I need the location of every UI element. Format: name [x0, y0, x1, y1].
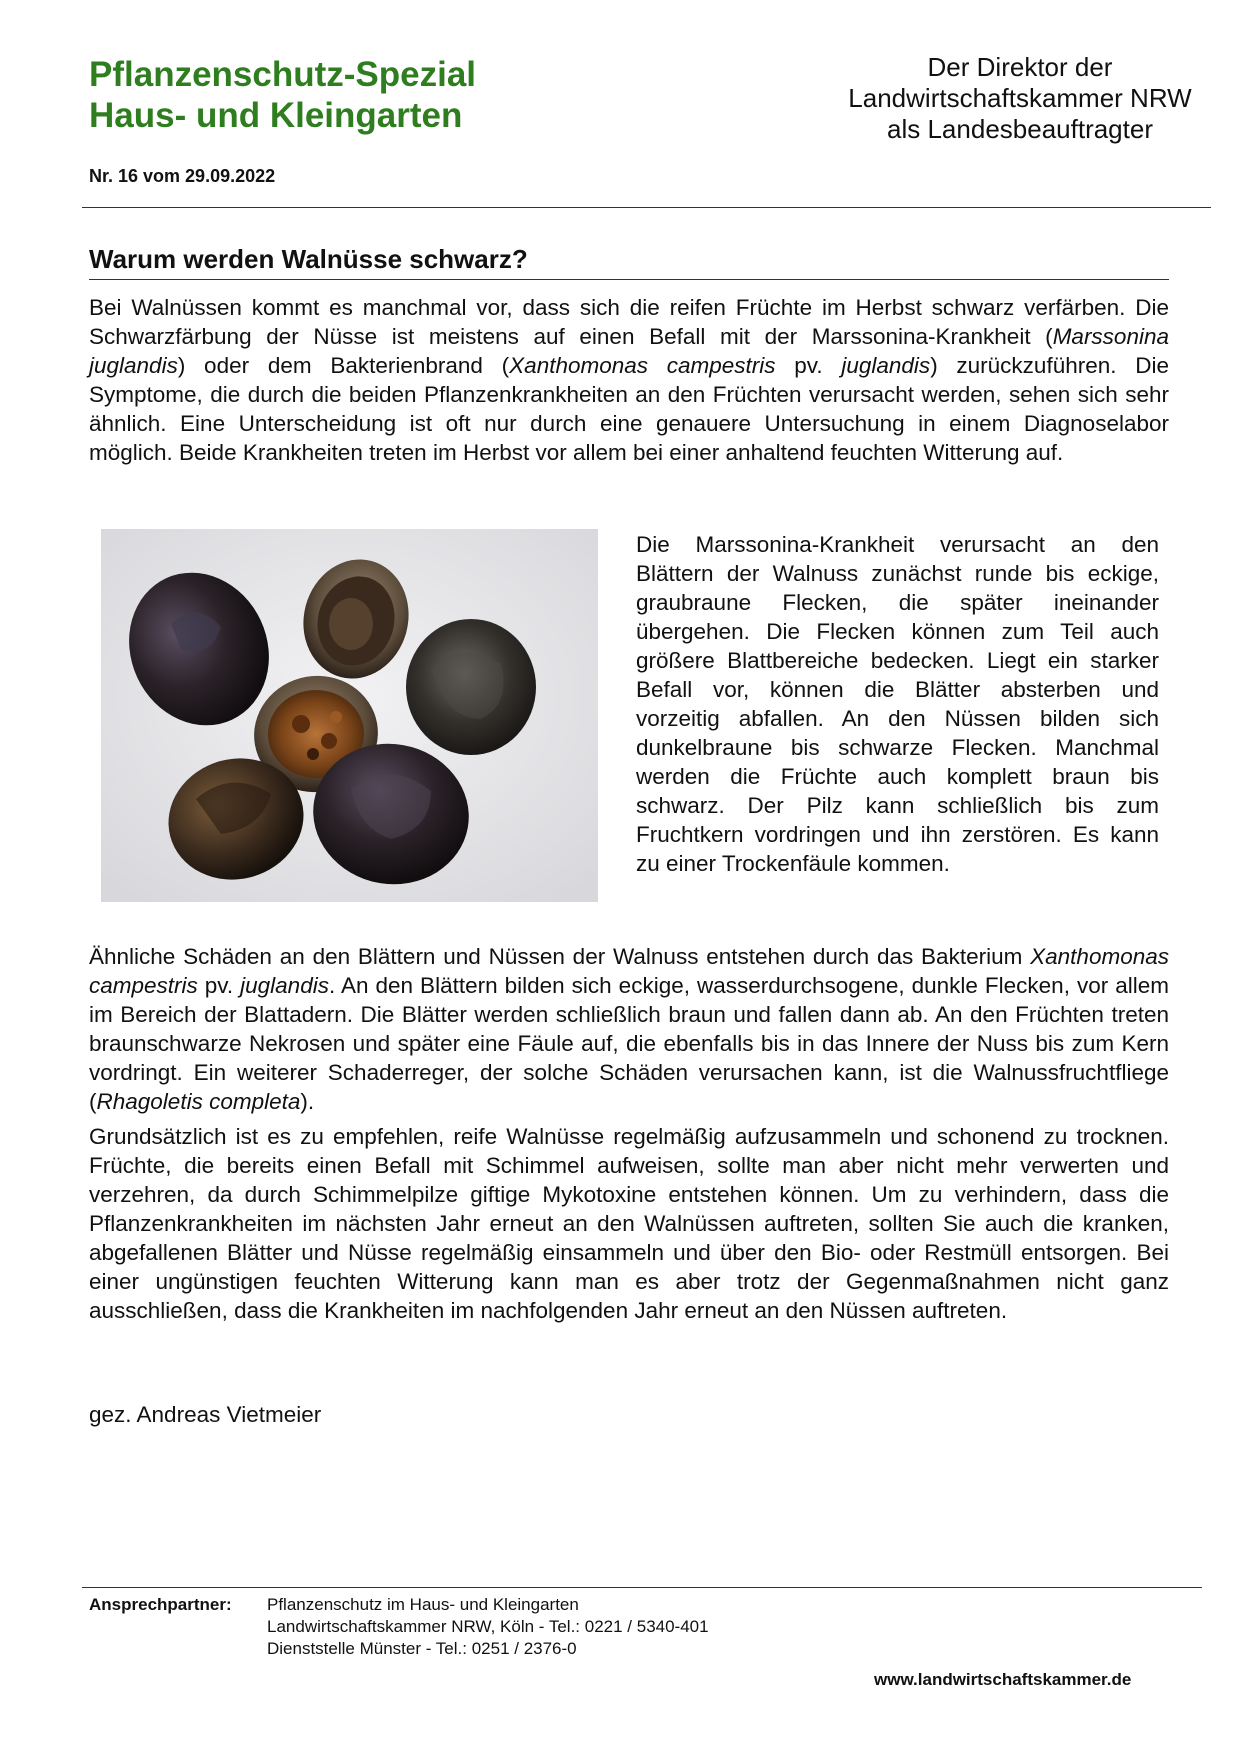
text-run: Ähnliche Schäden an den Blättern und Nüssen der Walnuss entstehen durch das Bakterium: [89, 944, 1031, 969]
species-name: juglandis: [841, 353, 931, 378]
issue-number: Nr. 16 vom 29.09.2022: [89, 166, 276, 186]
director-line-2: Landwirtschaftskammer NRW: [848, 83, 1192, 113]
text-run: ).: [300, 1089, 315, 1114]
paragraph-recommendation: Grundsätzlich ist es zu empfehlen, reife Walnüsse regelmäßig aufzusammeln und schonend zu trocknen. Früchte, die bereits einen Befall mit Schimmel aufweisen, sollte man aber nicht mehr verwerten und verzehren, da durch Schimmelpilze giftige Mykotoxine entstehen können. Um zu verhindern, dass die Pflanzenkrankheiten im nächsten Jahr erneut an den Walnüssen auftreten, sollten Sie auch die kranken, abgefallenen Blätter und Nüsse regelmäßig einsammeln und über den Bio- oder Restmüll entsorgen. Bei einer ungünstigen feuchten Witterung kann man es aber trotz der Gegenmaßnahmen nicht ganz ausschließen, dass die Krankheiten im nachfolgenden Jahr erneut an den Nüssen auftreten.: [89, 1124, 1169, 1323]
walnut-photo: [101, 529, 598, 902]
signature: gez. Andreas Vietmeier: [89, 1402, 322, 1427]
text-run: pv.: [197, 973, 241, 998]
contact-line-3: Dienststelle Münster - Tel.: 0251 / 2376-0: [267, 1639, 577, 1658]
director-block: [810, 52, 1230, 145]
species-name: Xanthomonas campestris: [509, 353, 776, 378]
text-run: ) zurückzuführen. Die Symptome, die durch die beiden Pflanzenkrankheiten an den Früchten verursacht werden, sehen sich sehr ähnlich. Eine Unterscheidung ist oft nur durch eine genauere Untersuchung in einem Diagnoselabor möglich. Beide Krankheiten treten im Herbst vor allem bei einer anhaltend feuchten Witterung auf.: [89, 353, 1169, 465]
species-name: juglandis: [240, 973, 329, 998]
species-name: Xanthomonas campestris: [89, 944, 1169, 998]
brand-line-1: Pflanzenschutz-Spezial: [89, 55, 477, 94]
paragraph-marssonina: Die Marssonina-Krankheit verursacht an den Blättern der Walnuss zunächst runde bis eckige, graubraune Flecken, die später ineinander übergehen. Die Flecken können zum Teil auch größere Blattbereiche bedecken. Liegt ein starker Befall vor, können die Blätter absterben und vorzeitig abfallen. An den Nüssen bilden sich dunkelbraune bis schwarze Flecken. Manchmal werden die Früchte auch komplett braun bis schwarz. Der Pilz kann schließlich bis zum Fruchtkern vordringen und ihn zerstören. Es kann zu einer Trockenfäule kommen.: [636, 532, 1159, 876]
article-title: Warum werden Walnüsse schwarz?: [89, 244, 528, 274]
contact-label: Ansprechpartner:: [89, 1595, 232, 1614]
paragraph-intro: [89, 293, 1169, 467]
paragraph-bacteria: [89, 942, 1169, 1116]
species-name: Rhagoletis completa: [96, 1089, 301, 1114]
text-run: pv.: [775, 353, 842, 378]
species-name: Marssonina juglandis: [89, 324, 1169, 378]
title-underline: [89, 279, 1169, 280]
brand-line-2: Haus- und Kleingarten: [89, 96, 463, 135]
contact-line-1: Pflanzenschutz im Haus- und Kleingarten: [267, 1595, 579, 1614]
contact-block: [267, 1594, 709, 1660]
brand-title: [89, 54, 476, 136]
text-run: . An den Blättern bilden sich eckige, wasserdurchsogene, dunkle Flecken, vor allem im Bereich der Blattadern. Die Blätter werden schließlich braun und fallen dann ab. An den Früchten treten braunschwarze Nekrosen und später eine Fäule auf, die ebenfalls bis in das Innere der Nuss bis zum Kern vordringt. Ein weiterer Schaderreger, der solche Schäden verursachen kann, ist die Walnussfruchtfliege (: [89, 973, 1169, 1114]
text-run: Bei Walnüssen kommt es manchmal vor, dass sich die reifen Früchte im Herbst schwarz verfärben. Die Schwarzfärbung der Nüsse ist meistens auf einen Befall mit der Marssonina-Krankheit (: [89, 295, 1169, 349]
contact-line-2: Landwirtschaftskammer NRW, Köln - Tel.: 0221 / 5340-401: [267, 1617, 709, 1636]
website-link[interactable]: www.landwirtschaftskammer.de: [874, 1670, 1132, 1689]
header-divider: [82, 207, 1211, 208]
director-line-1: Der Direktor der: [927, 52, 1113, 82]
footer-divider: [82, 1587, 1202, 1588]
text-run: ) oder dem Bakterienbrand (: [177, 353, 510, 378]
director-line-3: als Landesbeauftragter: [887, 114, 1153, 144]
